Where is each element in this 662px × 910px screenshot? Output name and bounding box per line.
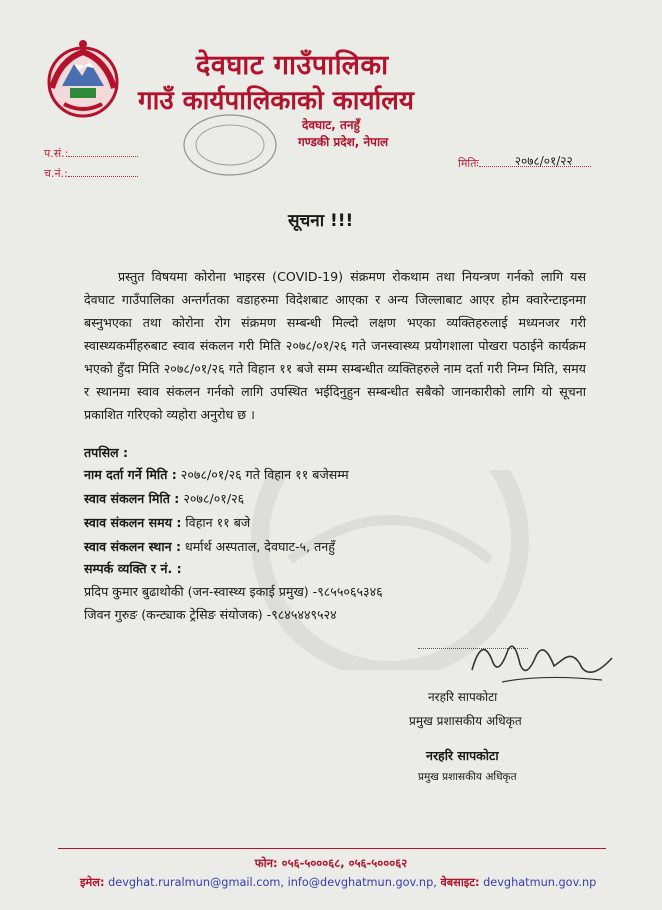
handwritten-signature	[462, 630, 622, 690]
email-addresses[interactable]: devghat.ruralmun@gmail.com, info@devghatmun.gov.np,	[108, 876, 437, 889]
detail-swab-time	[84, 514, 250, 531]
address-line2: गण्डकी प्रदेश, नेपाल	[298, 135, 389, 149]
detail-label: स्वाव संकलन समय :	[84, 515, 182, 530]
office-name: गाउँ कार्यपालिकाको कार्यालय	[138, 86, 414, 116]
detail-value: २०७८/०१/२६	[179, 491, 245, 506]
contact-person: जिवन गुरुङ (कन्ट्याक ट्रेसिङ संयोजक) -९८४५४४९५२४	[84, 607, 337, 622]
detail-value: धर्मार्थ अस्पताल, देवघाट-५, तनहुँ	[181, 539, 335, 554]
reference-label: प.सं.:	[44, 147, 69, 160]
footer-contact	[80, 875, 596, 890]
signatory-title: प्रमुख प्रशासकीय अधिकृत	[409, 714, 522, 728]
detail-value: २०७८/०१/२६ गते विहान ११ बजेसम्म	[176, 467, 349, 482]
footer-divider	[58, 848, 606, 849]
email-label: इमेल:	[80, 876, 105, 889]
details-heading: तपसिल :	[84, 445, 129, 460]
office-stamp	[180, 110, 280, 180]
detail-value: विहान ११ बजे	[181, 515, 251, 530]
seal-title: प्रमुख प्रशासकीय अधिकृत	[418, 771, 517, 783]
detail-swab-location	[84, 538, 335, 555]
footer-phone: फोन: ०५६-५०००६८, ०५६-५०००६२	[254, 856, 408, 870]
signatory-name: नरहरि सापकोटा	[428, 690, 498, 704]
reference-number	[44, 146, 138, 161]
detail-registration-date	[84, 466, 349, 483]
notice-body	[84, 265, 586, 426]
contact-person: प्रदिप कुमार बुढाथोकी (जन-स्वास्थ्य इकाई प्रमुख) -९८५५०६५३४६	[84, 584, 383, 599]
address-line1: देवघाट, तनहुँ	[302, 118, 360, 132]
detail-label: नाम दर्ता गर्ने मिति :	[84, 467, 177, 482]
detail-label: स्वाव संकलन मिति :	[84, 491, 180, 506]
date-field	[458, 156, 591, 171]
chalani-number	[44, 166, 138, 181]
website-link[interactable]: devghatmun.gov.np	[483, 876, 597, 889]
notice-title: सूचना !!!	[288, 211, 354, 231]
notice-paragraph: प्रस्तुत विषयमा कोरोना भाइरस (COVID-19) संक्रमण रोकथाम तथा नियन्त्रण गर्नको लागि यस देवघाट गाउँपालिका अन्तर्गतका वडाहरुमा विदेशबाट आएका र अन्य जिल्लाबाट आएर होम क्वारेन्टाइनमा बस्नुभएका तथा कोरोना रोग संक्रमण सम्बन्धी मिल्दो लक्षण भएका व्यक्तिहरुलाई मध्यनजर गरी स्वास्थ्यकर्मीहरुबाट स्वाव संकलन गरी मिति २०७८/०१/२६ गते जनस्वास्थ्य प्रयोगशाला पोखरा पठाईने कार्यक्रम भएको हुँदा मिति २०७८/०१/२६ गते विहान ११ बजे सम्म सम्बन्धीत व्यक्तिहरुले नाम दर्ता गरी निम्न मिति, समय र स्थानमा स्वाव संकलन गर्नको लागि उपस्थित भईदिनुहुन सम्बन्धीत सबैको जानकारीको लागि यो सूचना प्रकाशित गरिएको व्यहोरा अनुरोध छ ।	[84, 269, 586, 422]
website-label: वेबसाइट:	[440, 876, 480, 889]
nepal-emblem-logo	[40, 38, 126, 120]
seal-name: नरहरि सापकोटा	[426, 748, 499, 763]
chalani-label: च.नं.:	[44, 167, 68, 180]
date-label: मितिः	[458, 157, 479, 170]
date-value: २०७८/०१/२२	[514, 154, 573, 168]
contact-heading: सम्पर्क व्यक्ति र नं. :	[84, 561, 182, 576]
detail-swab-date	[84, 490, 244, 507]
org-name: देवघाट गाउँपालिका	[196, 50, 389, 81]
detail-label: स्वाव संकलन स्थान :	[84, 539, 182, 554]
